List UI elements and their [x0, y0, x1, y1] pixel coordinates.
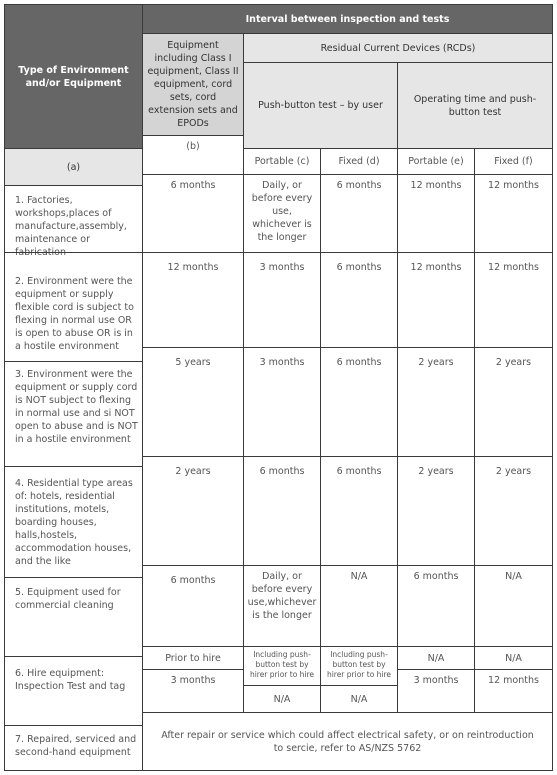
subheader-b — [142, 135, 244, 175]
operating-time-header — [397, 62, 553, 149]
row6-e — [397, 669, 475, 713]
row1-b-text: 6 months — [170, 180, 216, 191]
push-button-header — [243, 62, 398, 149]
equipment-column-header — [142, 33, 244, 136]
row6-b — [142, 669, 244, 713]
row3-c-text: 3 months — [259, 357, 305, 368]
row6-e-text: 3 months — [413, 675, 459, 686]
row2-b-text: 12 months — [167, 262, 219, 273]
type-column-header — [4, 4, 143, 149]
row4-f-text: 2 years — [495, 466, 532, 477]
push-button-header-text: Push-button test – by user — [258, 100, 383, 111]
row7-note-text: After repair or service which could affect electrical safety, or on reintroduction to sercie, refer to AS/NZS 5762 — [161, 729, 534, 754]
row1-d — [320, 174, 398, 253]
row2-c — [243, 252, 321, 348]
row2-b — [142, 252, 244, 348]
row1-f-text: 12 months — [488, 180, 539, 191]
row6-d — [320, 685, 398, 713]
row3-b — [142, 347, 244, 457]
row4-c — [243, 456, 321, 566]
row2-f — [474, 252, 553, 348]
row3-type — [4, 361, 143, 467]
row2-d — [320, 252, 398, 348]
row4-e — [397, 456, 475, 566]
row5-f — [474, 565, 553, 647]
row4-b — [142, 456, 244, 566]
row6-e-top-text: N/A — [427, 652, 445, 664]
row2-c-text: 3 months — [259, 262, 305, 273]
row6-b-top-text: Prior to hire — [165, 652, 221, 664]
row3-type-text: 3. Environment were the equipment or supply cord is NOT subject to flexing in normal use and si NOT open to abuse and is NOT in a hostile environment — [15, 369, 138, 445]
row7-note — [142, 712, 553, 771]
row4-c-text: 6 months — [259, 466, 305, 477]
interval-header-text: Interval between inspection and tests — [245, 13, 450, 25]
row1-f — [474, 174, 553, 253]
row1-e-text: 12 months — [410, 180, 462, 191]
row3-d-text: 6 months — [336, 357, 382, 368]
row6-c-text: N/A — [273, 693, 291, 705]
subheader-c — [243, 148, 321, 175]
row3-e — [397, 347, 475, 457]
row1-type — [4, 185, 143, 258]
row6-f-text: 12 months — [488, 675, 539, 686]
subheader-f — [474, 148, 553, 175]
rcd-header — [243, 33, 553, 63]
subheader-f-text: Fixed (f) — [494, 156, 533, 167]
row1-type-text: 1. Factories, workshops,places of manufacture,assembly, maintenance or fabrication — [15, 195, 127, 258]
row1-c-text: Daily, or before every use, whichever is the longer — [251, 180, 313, 243]
row2-e — [397, 252, 475, 348]
row2-type — [4, 252, 143, 362]
row5-type — [4, 577, 143, 657]
row7-type-text: 7. Repaired, serviced and second-hand equipment — [15, 734, 137, 758]
row3-d — [320, 347, 398, 457]
row5-e-text: 6 months — [413, 571, 459, 582]
row4-type — [4, 466, 143, 578]
row6-c-top-text: Including push-button test by hirer prior to hire — [249, 650, 315, 679]
row1-b — [142, 174, 244, 253]
row5-f-text: N/A — [505, 571, 522, 582]
row6-f-top — [474, 646, 553, 670]
row4-f — [474, 456, 553, 566]
row4-d-text: 6 months — [336, 466, 382, 477]
row5-type-text: 5. Equipment used for commercial cleaning — [15, 587, 121, 611]
row6-type-text: 6. Hire equipment: Inspection Test and tag — [15, 668, 126, 692]
subheader-e-text: Portable (e) — [408, 156, 464, 167]
subheader-d — [320, 148, 398, 175]
row2-e-text: 12 months — [410, 262, 462, 273]
row2-type-text: 2. Environment were the equipment or supply flexible cord is subject to flexing in normal use OR is open to abuse OR is in a hostile environment — [15, 276, 134, 352]
row6-f-top-text: N/A — [505, 652, 522, 664]
row2-d-text: 6 months — [336, 262, 382, 273]
row4-b-text: 2 years — [175, 466, 211, 477]
interval-header — [142, 4, 553, 34]
row6-c — [243, 685, 321, 713]
row4-type-text: 4. Residential type areas of: hotels, residential institutions, motels, boarding houses, halls,hostels, accommodation houses, and the like — [15, 478, 133, 567]
row3-c — [243, 347, 321, 457]
subheader-c-text: Portable (c) — [254, 156, 310, 167]
row3-f — [474, 347, 553, 457]
equipment-column-header-text: Equipment including Class I equipment, Class II equipment, cord sets, cord extension sets and EPODs — [147, 40, 239, 129]
row1-c — [243, 174, 321, 253]
operating-time-header-text: Operating time and push-button test — [413, 93, 537, 118]
row3-f-text: 2 years — [495, 357, 532, 368]
row3-e-text: 2 years — [418, 357, 454, 368]
row4-d — [320, 456, 398, 566]
row2-f-text: 12 months — [488, 262, 539, 273]
row6-c-top — [243, 646, 321, 686]
row5-b-text: 6 months — [170, 575, 216, 586]
row4-e-text: 2 years — [418, 466, 454, 477]
row6-e-top — [397, 646, 475, 670]
row6-b-top — [142, 646, 244, 670]
row6-d-top-text: Including push-button test by hirer prior to hire — [326, 650, 392, 679]
row5-d-text: N/A — [350, 571, 368, 582]
subheader-b-text: (b) — [186, 141, 200, 152]
row3-b-text: 5 years — [175, 357, 211, 368]
row1-e — [397, 174, 475, 253]
row7-type — [4, 725, 143, 771]
row5-e — [397, 565, 475, 647]
subheader-d-text: Fixed (d) — [338, 156, 380, 167]
row1-d-text: 6 months — [336, 180, 382, 191]
row6-d-top — [320, 646, 398, 686]
row6-d-text: N/A — [350, 693, 368, 705]
type-column-header-text: Type of Environment and/or Equipment — [18, 64, 129, 89]
subheader-a-text: (a) — [66, 161, 81, 173]
row6-f — [474, 669, 553, 713]
row5-d — [320, 565, 398, 647]
row5-b — [142, 565, 244, 647]
row6-type — [4, 656, 143, 726]
row5-c — [243, 565, 321, 647]
subheader-e — [397, 148, 475, 175]
row5-c-text: Daily, or before every use,whichever is the longer — [247, 571, 317, 621]
row6-b-text: 3 months — [170, 675, 216, 686]
rcd-header-text: Residual Current Devices (RCDs) — [320, 42, 476, 54]
subheader-a — [4, 148, 143, 186]
